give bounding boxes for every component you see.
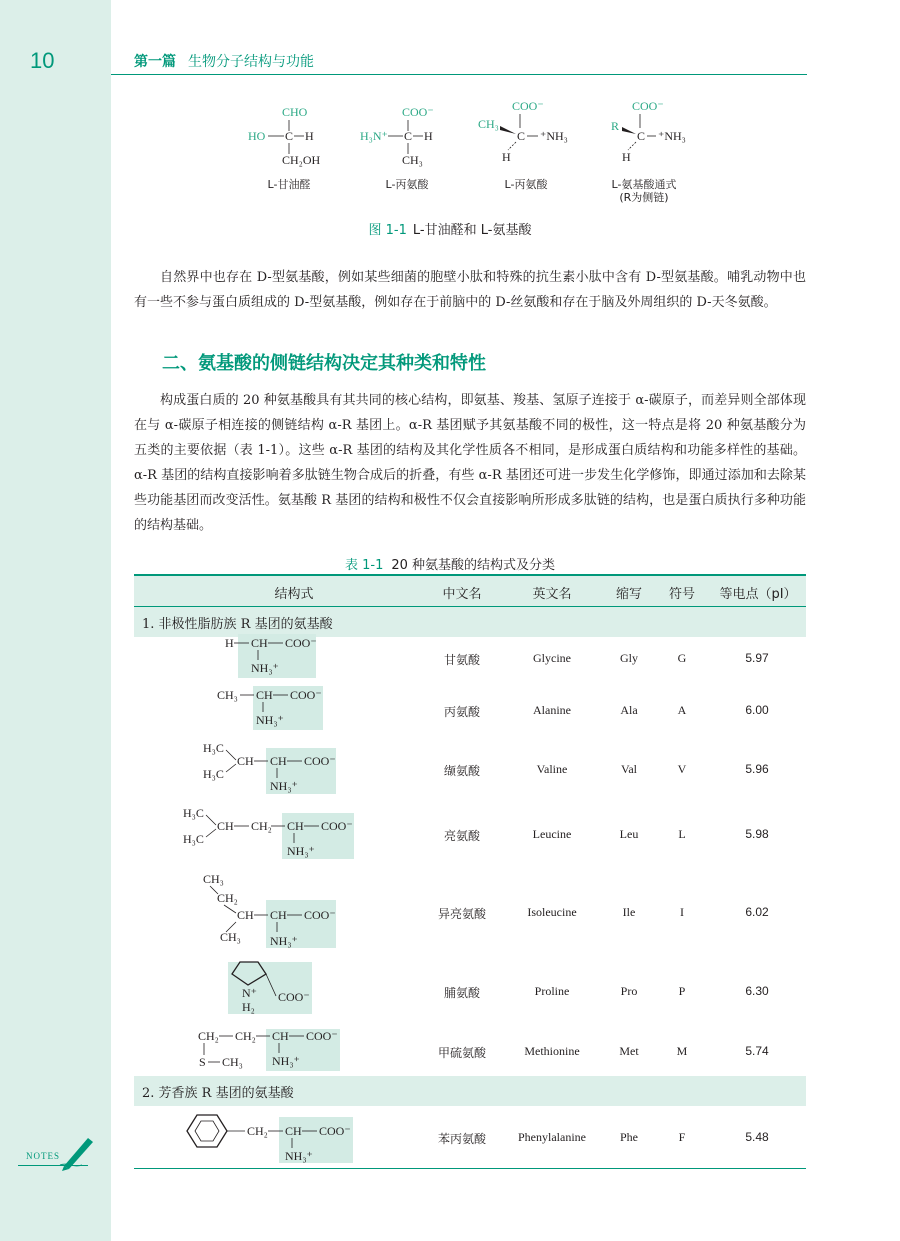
mol-text: H [305, 129, 314, 143]
cell-abbr: Leu [619, 827, 639, 841]
mol-text: C [637, 129, 646, 143]
f-text: CH [251, 636, 268, 650]
cell-cn-name: 亮氨酸 [443, 829, 480, 843]
col-en-name: 英文名 [532, 587, 572, 602]
figure-label-line: L-氨基酸通式 [611, 178, 677, 191]
f-text: CH [270, 908, 287, 922]
page-number: 10 [30, 48, 55, 73]
mol-text: CHO [282, 105, 308, 119]
table-title: 20 种氨基酸的结构式及分类 [391, 558, 556, 573]
mol-text: COO⁻ [512, 99, 544, 113]
formula-phenylalanine [187, 1115, 353, 1163]
cell-abbr: Ile [622, 905, 636, 919]
f-text: CH [287, 819, 304, 833]
cell-symbol: I [680, 905, 684, 919]
cell-en-name: Valine [536, 762, 568, 776]
cell-cn-name: 丙氨酸 [443, 705, 480, 719]
cell-symbol: P [678, 984, 686, 998]
col-abbr: 缩写 [615, 587, 642, 602]
mol-text: CH₂OH [282, 153, 321, 167]
f-text: H₃C [203, 741, 224, 755]
f-text: NH₃⁺ [256, 713, 284, 727]
cell-abbr: Gly [620, 651, 638, 665]
cell-pi: 5.74 [745, 1044, 769, 1058]
mol-text: H₃N⁺ [360, 129, 388, 143]
col-structure: 结构式 [274, 587, 314, 602]
mol-text: C [517, 129, 526, 143]
f-text: H₃C [183, 832, 204, 846]
cell-pi: 5.98 [745, 827, 769, 841]
mol-text: CH₃ [478, 117, 499, 131]
formula-alanine [217, 686, 323, 730]
cell-symbol: V [677, 762, 687, 776]
f-text: CH₂ [247, 1124, 268, 1138]
f-text: CH₂ [217, 891, 238, 905]
f-text: H₂ [242, 1000, 255, 1014]
f-text: COO⁻ [304, 754, 336, 768]
formula-proline [228, 962, 312, 1014]
f-text: COO⁻ [306, 1029, 338, 1043]
mol-text: CH₃ [402, 153, 423, 167]
f-text: CH₃ [203, 872, 224, 886]
cell-cn-name: 脯氨酸 [443, 986, 480, 1000]
figure-title: L-甘油醛和 L-氨基酸 [412, 223, 532, 238]
mol-text: COO⁻ [632, 99, 664, 113]
f-text: CH [217, 819, 234, 833]
category-label: 1. 非极性脂肪族 R 基团的氨基酸 [142, 617, 333, 632]
cell-symbol: A [677, 703, 687, 717]
cell-abbr: Val [621, 762, 637, 776]
f-text: COO⁻ [290, 688, 322, 702]
cell-symbol: F [678, 1130, 686, 1144]
f-text: NH₃⁺ [270, 934, 298, 948]
col-pi: 等电点（pI） [719, 587, 797, 602]
cell-pi: 6.00 [745, 703, 769, 717]
cell-symbol: G [677, 651, 687, 665]
figure-label: L-甘油醛 [267, 178, 311, 191]
paragraph: 构成蛋白质的 20 种氨基酸具有其共同的核心结构，即氨基、羧基、氢原子连接于 α-碳原子，而差异则全部体现在与 α-碳原子相连接的侧链结构 α-R 基团上。α-R 基团赋予其氨基酸不同的极性，这一特点是将 20 种氨基酸分为五类的主要依据（表 1-1）。这些 α-R 基团的结构及其化学性质各不相同，是形成蛋白质结构和功能多样性的基础。α-R 基团的结构直接影响着多肽链生物合成后的折叠，有些 α-R 基团还可进一步发生化学修饰，即通过添加和去除某些功能基团而改变活性。氨基酸 R 基团的结构和极性不仅会直接影响所形成多肽链的结构，也是蛋白质执行多种功能的结构基础。 [134, 393, 806, 533]
f-text: COO⁻ [304, 908, 336, 922]
f-text: COO⁻ [285, 636, 317, 650]
f-text: COO⁻ [319, 1124, 351, 1138]
mol-text: R [611, 119, 620, 133]
col-cn-name: 中文名 [442, 587, 482, 602]
cell-en-name: Isoleucine [527, 905, 577, 919]
cell-cn-name: 甲硫氨酸 [437, 1046, 486, 1060]
cell-cn-name: 异亮氨酸 [437, 907, 486, 921]
mol-text: C [404, 129, 413, 143]
formula-leucine [183, 806, 354, 859]
col-symbol: 符号 [668, 587, 695, 602]
f-text: NH₃⁺ [270, 779, 298, 793]
f-text: COO⁻ [278, 990, 310, 1004]
part-label: 第一篇 [134, 54, 176, 70]
mol-text: H [502, 150, 511, 164]
table-number: 表 1-1 [344, 558, 384, 573]
cell-symbol: M [676, 1044, 688, 1058]
f-text: COO⁻ [321, 819, 353, 833]
f-text: CH₂ [198, 1029, 219, 1043]
mol-text: COO⁻ [402, 105, 434, 119]
cell-pi: 5.97 [745, 651, 769, 665]
cell-en-name: Phenylalanine [518, 1130, 586, 1144]
f-text: CH [256, 688, 273, 702]
formula-glycine [225, 634, 317, 678]
f-text: H [225, 636, 234, 650]
f-text: CH [237, 908, 254, 922]
cell-en-name: Glycine [533, 651, 571, 665]
cell-en-name: Methionine [524, 1044, 580, 1058]
f-text: NH₃⁺ [287, 844, 315, 858]
f-text: CH₃ [222, 1055, 243, 1069]
mol-text: H [622, 150, 631, 164]
cell-cn-name: 缬氨酸 [443, 764, 480, 778]
cell-pi: 6.02 [745, 905, 769, 919]
f-text: NH₃⁺ [285, 1149, 313, 1163]
figure-number: 图 1-1 [368, 223, 407, 238]
f-text: CH₃ [217, 688, 238, 702]
f-text: CH [237, 754, 254, 768]
cell-abbr: Met [619, 1044, 639, 1058]
pen-icon [60, 1132, 100, 1172]
formula-methionine [198, 1029, 340, 1071]
f-text: CH [270, 754, 287, 768]
f-text: NH₃⁺ [272, 1054, 300, 1068]
formula-valine [203, 741, 336, 794]
paragraph: 自然界中也存在 D-型氨基酸，例如某些细菌的胞壁小肽和特殊的抗生素小肽中含有 D-型氨基酸。哺乳动物中也有一些不参与蛋白质组成的 D-型氨基酸，例如存在于前脑中的 D-丝氨酸和存在于脑及外周组织的 D-天冬氨酸。 [134, 270, 806, 310]
mol-text: ⁺NH₃ [540, 129, 568, 143]
cell-en-name: Leucine [532, 827, 572, 841]
f-text: CH₃ [220, 930, 241, 944]
cell-pi: 6.30 [745, 984, 769, 998]
mol-text: ⁺NH₃ [658, 129, 686, 143]
f-text: S [199, 1055, 206, 1069]
formula-isoleucine [203, 872, 336, 948]
cell-abbr: Phe [620, 1130, 638, 1144]
f-text: CH₂ [251, 819, 272, 833]
f-text: H₃C [203, 767, 224, 781]
f-text: CH [272, 1029, 289, 1043]
f-text: CH [285, 1124, 302, 1138]
f-text: NH₃⁺ [251, 661, 279, 675]
cell-cn-name: 甘氨酸 [443, 653, 480, 667]
mol-text: HO [248, 129, 266, 143]
notes-label: NOTES [26, 1151, 60, 1161]
part-title: 生物分子结构与功能 [188, 54, 314, 70]
cell-pi: 5.48 [745, 1130, 769, 1144]
figure-label: L-丙氨酸 [504, 178, 548, 191]
mol-text: H [424, 129, 433, 143]
cell-cn-name: 苯丙氨酸 [437, 1132, 486, 1146]
cell-symbol: L [678, 827, 686, 841]
f-text: H₃C [183, 806, 204, 820]
category-label: 2. 芳香族 R 基团的氨基酸 [142, 1086, 294, 1101]
cell-en-name: Proline [534, 984, 570, 998]
cell-en-name: Alanine [533, 703, 571, 717]
figure-label: L-丙氨酸 [385, 178, 429, 191]
cell-abbr: Pro [620, 984, 638, 998]
figure-label-line: (R为侧链) [619, 191, 669, 204]
mol-text: C [285, 129, 294, 143]
f-text: CH₂ [235, 1029, 256, 1043]
cell-abbr: Ala [620, 703, 638, 717]
cell-pi: 5.96 [745, 762, 769, 776]
section-title: 二、氨基酸的侧链结构决定其种类和特性 [162, 353, 486, 374]
f-text: N⁺ [242, 986, 257, 1000]
